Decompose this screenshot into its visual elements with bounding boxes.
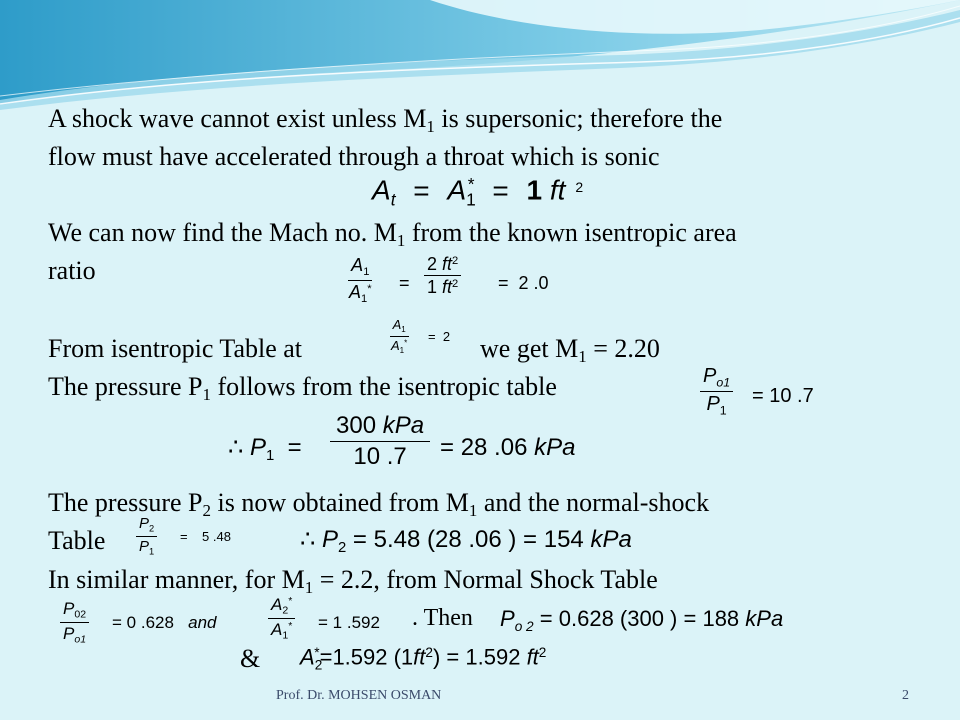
text-line-4: ratio [48, 256, 96, 285]
po1-p1-value: = 10 .7 [752, 385, 814, 407]
fraction-a2star-over-a1star: $\frac{A_2^*}{A_1^*}$ [268, 596, 295, 641]
fraction-po1-over-p1: $\frac{P_{o1}}{P_1}$ [700, 366, 733, 416]
page-number: 2 [902, 688, 909, 703]
p1-lhs: ∴ $P_1$ = [228, 434, 302, 465]
a2-a1-value: = 1 .592 [318, 613, 380, 632]
text-line-2: flow must have accelerated through a throat which is sonic [48, 142, 660, 171]
fraction-2ft2-over-1ft2: $\frac{2 ft^2}{1 ft^2}$ [424, 255, 461, 296]
text-line-5b: we get $M_1 = 2.20$ [480, 334, 660, 366]
p1-value: = 28 .06 kPa [440, 434, 576, 461]
area-ratio-value: = 2 .0 [498, 273, 549, 293]
fraction-p02-over-po1: $\frac{P_{02}}{P_{o1}}$ [60, 600, 89, 645]
equals-sign: = [399, 273, 410, 293]
header-banner [0, 0, 960, 120]
fraction-300kpa-over-10.7: 300 kPa 10 .7 [330, 414, 430, 469]
text-line-7: The pressure $P_2$ is now obtained from $M_1$ and the normal-shock [48, 488, 710, 520]
text-line-5a: From isentropic Table at [48, 334, 303, 363]
fraction-small-a1-over-a1star: $\frac{A_1}{A_1^*}$ [391, 317, 408, 355]
text-line-3: We can now find the Mach no. $M_1$ from the known isentropic area [48, 218, 737, 250]
p2-p1-value: = 5 .48 [180, 529, 231, 544]
text-line-8: Table [48, 526, 106, 555]
a2star-equation: $A_2^*=1.592$ $(1ft^2) = 1.592$ $ft^2$ [300, 644, 547, 673]
small-ratio-value: = 2 [428, 329, 451, 344]
text-line-6: The pressure $P_1$ follows from the isentropic table [48, 372, 557, 404]
text-line-1: A shock wave cannot exist unless $M_1$ is supersonic; therefore the [48, 104, 723, 136]
ampersand: & [240, 644, 261, 673]
footer-author: Prof. Dr. MOHSEN OSMAN [276, 688, 442, 703]
p2-equation: ∴ $P_2 = 5.48$ (28 .06 ) = 154 kPa [300, 526, 632, 557]
fraction-p2-over-p1: $\frac{P_2}{P_1}$ [136, 516, 157, 556]
po2-equation: $P_{o 2} = 0.628$ (300 ) = 188 kPa [500, 606, 784, 634]
fraction-a1-over-a1star: $\frac{A_1}{A_1^*}$ [349, 255, 372, 305]
then-text: . Then [412, 605, 473, 631]
equation-throat-area: $A_t = A_1^* = 1$ ft $^2$ [372, 174, 584, 210]
text-line-9: In similar manner, for $M_1 = 2.2$, from Normal Shock Table [48, 565, 658, 597]
p02-po1-value: = 0 .628 and [112, 613, 217, 632]
